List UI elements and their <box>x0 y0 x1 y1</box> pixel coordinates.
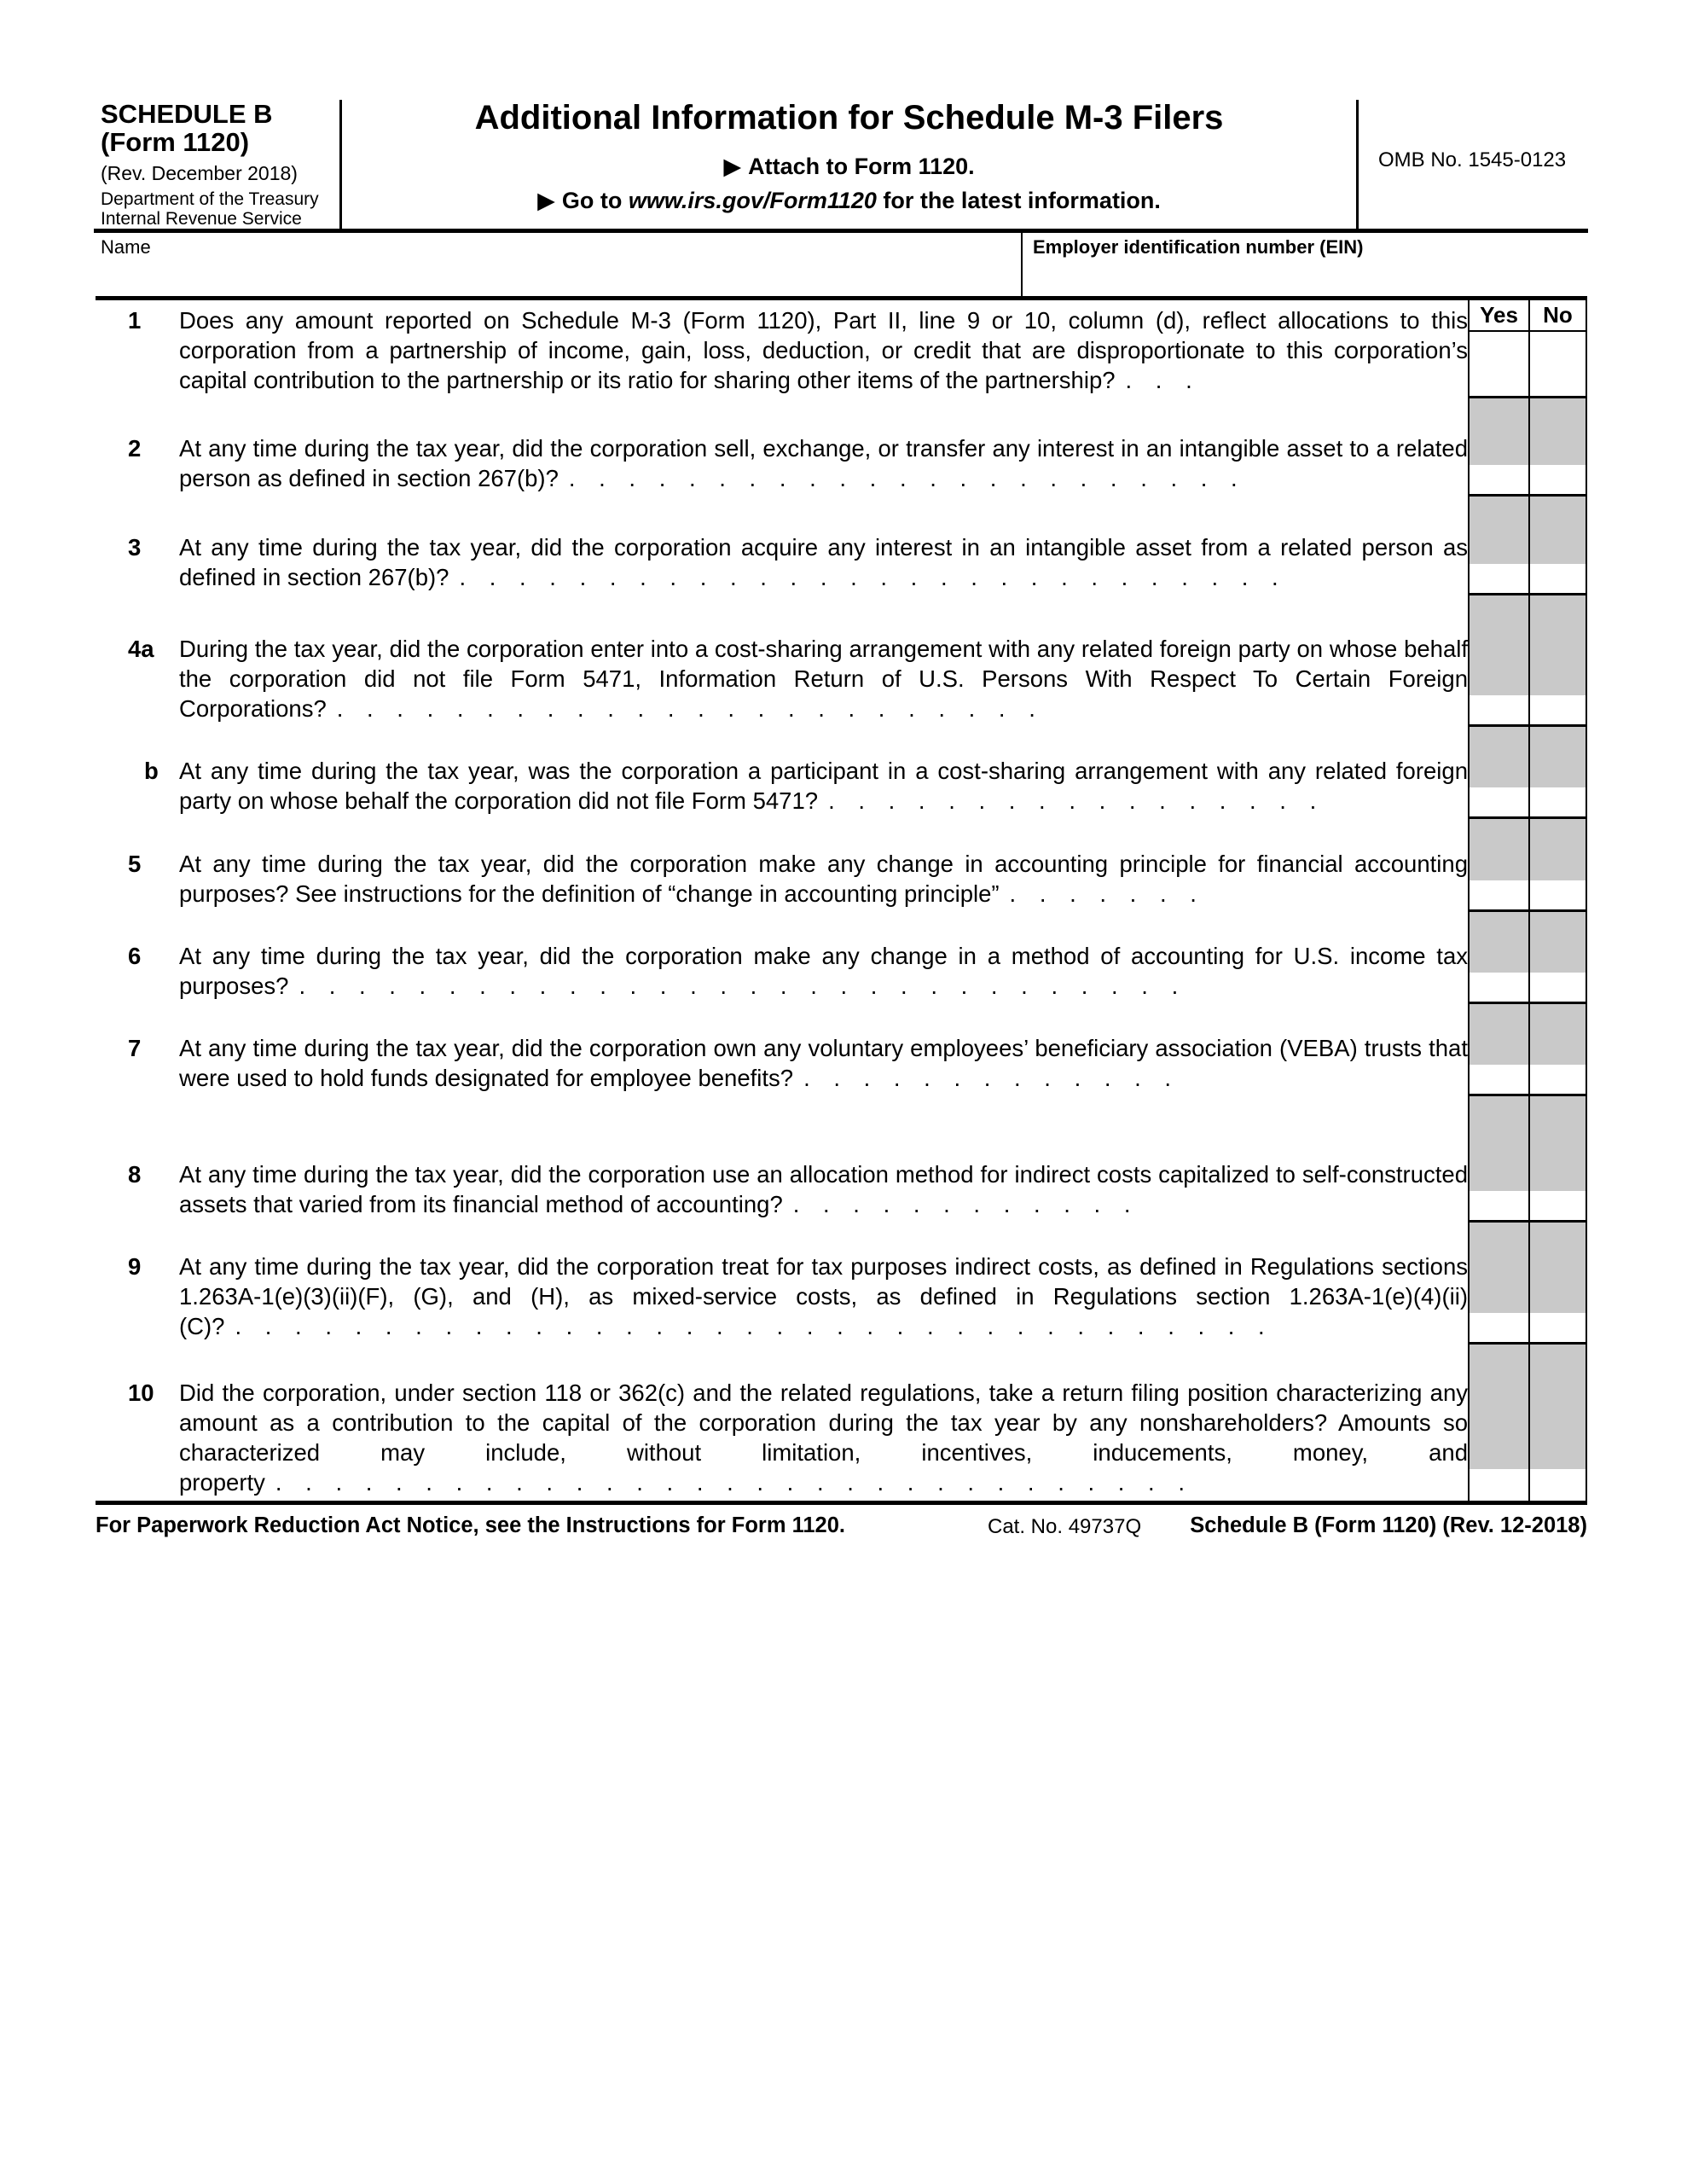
yes-answer-box[interactable] <box>1470 973 1528 1002</box>
question-text <box>179 1378 1468 1497</box>
question-text <box>179 532 1468 592</box>
no-answer-box[interactable] <box>1530 1469 1586 1501</box>
question-body: At any time during the tax year, did the corporation use an allocation method for indirect costs capitalized to self-constructed assets that varied from its financial method of accounting? <box>179 1161 1468 1217</box>
no-answer-cell <box>1528 398 1587 497</box>
question-text <box>179 756 1468 816</box>
dot-leaders: . . . . . . . . . . . . . . . . . <box>828 787 1317 814</box>
question-text <box>179 433 1468 493</box>
dot-leaders: . . . . . . . . . . . . . . . . . . . . . . . . . . . . <box>459 564 1278 590</box>
question-text <box>179 634 1468 723</box>
question-row-6 <box>96 912 1587 1004</box>
no-answer-box[interactable] <box>1530 332 1586 396</box>
question-number: 8 <box>128 1161 142 1188</box>
yes-answer-cell <box>1468 398 1528 497</box>
dot-leaders: . . . . . . . . . . . . . <box>803 1065 1172 1091</box>
yes-answer-box[interactable] <box>1470 332 1528 396</box>
irs-url: www.irs.gov/Form1120 <box>628 188 877 213</box>
question-number: 2 <box>128 435 142 462</box>
form-identity-block <box>101 100 339 229</box>
page-title: Additional Information for Schedule M-3 Filers <box>474 99 1224 136</box>
no-answer-box[interactable] <box>1530 787 1586 816</box>
question-body: Does any amount reported on Schedule M-3 (Form 1120), Part II, line 9 or 10, column (d), reflect allocations to this corporation from a partnership of income, gain, loss, deduction, or credit that are disproportionate to this corporation’s capital contribution to the partnership or its ratio for sharing other items of the partnership? <box>179 307 1468 393</box>
yes-answer-box[interactable] <box>1470 1313 1528 1342</box>
yes-answer-cell <box>1468 1096 1528 1223</box>
question-body: At any time during the tax year, did the corporation own any voluntary employees’ beneficiary association (VEBA) trusts that were used to hold funds designated for employee benefits? <box>179 1035 1468 1091</box>
paperwork-reduction-notice: For Paperwork Reduction Act Notice, see the Instructions for Form 1120. <box>96 1513 846 1537</box>
dot-leaders: . . . <box>1125 367 1192 393</box>
dot-leaders: . . . . . . . . . . . . . . . . . . . . . . . . . . . . . . . . . . . <box>235 1313 1265 1339</box>
no-column-header: No <box>1528 300 1587 332</box>
question-number: 3 <box>128 534 142 561</box>
no-answer-cell <box>1528 497 1587 595</box>
yes-answer-cell <box>1468 497 1528 595</box>
yes-answer-box[interactable] <box>1470 787 1528 816</box>
yes-answer-cell <box>1468 912 1528 1004</box>
question-body: At any time during the tax year, was the corporation a participant in a cost-sharing arrangement with any related foreign party on whose behalf the corporation did not file Form 5471? <box>179 758 1468 814</box>
yes-answer-box[interactable] <box>1470 465 1528 494</box>
dot-leaders: . . . . . . . . . . . . . . . . . . . . . . . . <box>336 695 1035 722</box>
no-answer-cell <box>1528 727 1587 819</box>
questions-table <box>96 296 1587 1505</box>
yes-answer-cell <box>1468 819 1528 912</box>
yes-answer-cell <box>1468 332 1528 398</box>
yes-answer-box[interactable] <box>1470 695 1528 724</box>
dot-leaders: . . . . . . . . . . . . . . . . . . . . . . . . . . . . . . . <box>275 1469 1185 1496</box>
ein-input-area[interactable] <box>1024 260 1586 296</box>
revision-date: (Rev. December 2018) <box>101 162 298 184</box>
no-answer-box[interactable] <box>1530 973 1586 1002</box>
no-answer-cell <box>1528 595 1587 727</box>
name-input-area[interactable] <box>96 235 1019 294</box>
no-answer-box[interactable] <box>1530 1313 1586 1342</box>
question-text <box>179 941 1468 1001</box>
no-answer-box[interactable] <box>1530 564 1586 593</box>
name-ein-divider <box>1021 233 1023 296</box>
question-number: 6 <box>128 943 142 969</box>
question-row-5 <box>96 819 1587 912</box>
question-row-3 <box>96 497 1587 595</box>
form-id-footer: Schedule B (Form 1120) (Rev. 12-2018) <box>1190 1513 1587 1537</box>
no-answer-cell <box>1528 912 1587 1004</box>
name-label: Name <box>101 236 151 258</box>
question-number: 4a <box>128 636 154 662</box>
question-text <box>179 1033 1468 1093</box>
form-number-label: (Form 1120) <box>101 127 250 157</box>
header-divider-right <box>1356 100 1359 229</box>
dot-leaders: . . . . . . . . . . . . <box>792 1191 1131 1217</box>
question-row-9 <box>96 1223 1587 1345</box>
attach-instruction <box>342 154 1356 179</box>
question-body: At any time during the tax year, did the corporation sell, exchange, or transfer any interest in an intangible asset to a related person as defined in section 267(b)? <box>179 435 1468 491</box>
question-body: Did the corporation, under section 118 or 362(c) and the related regulations, take a return filing position characterizing any amount as a contribution to the capital of the corporation during the tax year by any nonshareholders? Amounts so characterized may include, without limitation, incentives, inducements, money, and property <box>179 1380 1468 1496</box>
yes-answer-cell <box>1468 1004 1528 1096</box>
no-answer-box[interactable] <box>1530 1191 1586 1220</box>
yes-column-header: Yes <box>1468 300 1528 332</box>
agency-line-2: Internal Revenue Service <box>101 209 302 229</box>
question-number: 7 <box>128 1035 142 1061</box>
question-row-8 <box>96 1096 1587 1223</box>
question-number: b <box>144 758 159 784</box>
question-text <box>179 1159 1468 1219</box>
question-number: 10 <box>128 1380 154 1406</box>
yes-answer-box[interactable] <box>1470 880 1528 909</box>
question-body: At any time during the tax year, did the corporation treat for tax purposes indirect costs, as defined in Regulations sections 1.263A-1(e)(3)(ii)(F), (G), and (H), as mixed-service costs, as defined in Regulations section 1.263A-1(e)(4)(ii)(C)? <box>179 1253 1468 1339</box>
question-row-4a <box>96 595 1587 727</box>
no-answer-box[interactable] <box>1530 465 1586 494</box>
no-answer-box[interactable] <box>1530 880 1586 909</box>
schedule-label: SCHEDULE B <box>101 99 273 129</box>
right-arrowhead-icon: ▶ <box>537 188 555 213</box>
question-number: 1 <box>128 307 142 334</box>
no-answer-cell <box>1528 819 1587 912</box>
question-text <box>179 849 1468 909</box>
dot-leaders: . . . . . . . . . . . . . . . . . . . . . . . . . . . . . . <box>299 973 1179 999</box>
yes-answer-box[interactable] <box>1470 1065 1528 1094</box>
yes-answer-cell <box>1468 1345 1528 1501</box>
goto-suffix: for the latest information. <box>876 188 1161 213</box>
yes-answer-box[interactable] <box>1470 1191 1528 1220</box>
question-body: At any time during the tax year, did the corporation acquire any interest in an intangible asset from a related person as defined in section 267(b)? <box>179 534 1468 590</box>
omb-number: OMB No. 1545-0123 <box>1378 148 1567 171</box>
ein-label: Employer identification number (EIN) <box>1033 236 1364 258</box>
yes-answer-cell <box>1468 727 1528 819</box>
question-body: At any time during the tax year, did the corporation make any change in a method of accounting for U.S. income tax purposes? <box>179 943 1468 999</box>
header-rule <box>94 229 1588 233</box>
attach-instruction-text: Attach to Form 1120. <box>748 154 975 179</box>
dot-leaders: . . . . . . . <box>1009 880 1197 907</box>
question-row-4b <box>96 727 1587 819</box>
catalog-number: Cat. No. 49737Q <box>988 1515 1142 1538</box>
question-number: 5 <box>128 851 142 877</box>
question-body: During the tax year, did the corporation enter into a cost-sharing arrangement with any related foreign party on whose behalf the corporation did not file Form 5471, Information Return of U.S. Persons With Respect To Certain Foreign Corporations? <box>179 636 1468 722</box>
no-answer-cell <box>1528 1223 1587 1345</box>
title-block <box>342 99 1356 213</box>
no-answer-cell <box>1528 1004 1587 1096</box>
yes-answer-cell <box>1468 1223 1528 1345</box>
question-body: At any time during the tax year, did the corporation make any change in accounting principle for financial accounting purposes? See instructions for the definition of “change in accounting principle” <box>179 851 1468 907</box>
question-row-1 <box>96 300 1587 398</box>
yes-answer-box[interactable] <box>1470 564 1528 593</box>
agency-line-1: Department of the Treasury <box>101 189 319 209</box>
question-row-10 <box>96 1345 1587 1501</box>
goto-instruction <box>342 188 1356 213</box>
question-text <box>179 1252 1468 1341</box>
right-arrowhead-icon: ▶ <box>723 154 742 179</box>
question-number: 9 <box>128 1253 142 1280</box>
goto-prefix: Go to <box>561 188 629 213</box>
no-answer-cell <box>1528 332 1587 398</box>
yes-answer-cell <box>1468 595 1528 727</box>
no-answer-box[interactable] <box>1530 695 1586 724</box>
question-row-2 <box>96 398 1587 497</box>
no-answer-box[interactable] <box>1530 1065 1586 1094</box>
question-row-7 <box>96 1004 1587 1096</box>
dot-leaders: . . . . . . . . . . . . . . . . . . . . . . . <box>568 465 1238 491</box>
question-text <box>179 305 1468 395</box>
no-answer-cell <box>1528 1345 1587 1501</box>
no-answer-cell <box>1528 1096 1587 1223</box>
yes-answer-box[interactable] <box>1470 1469 1528 1501</box>
